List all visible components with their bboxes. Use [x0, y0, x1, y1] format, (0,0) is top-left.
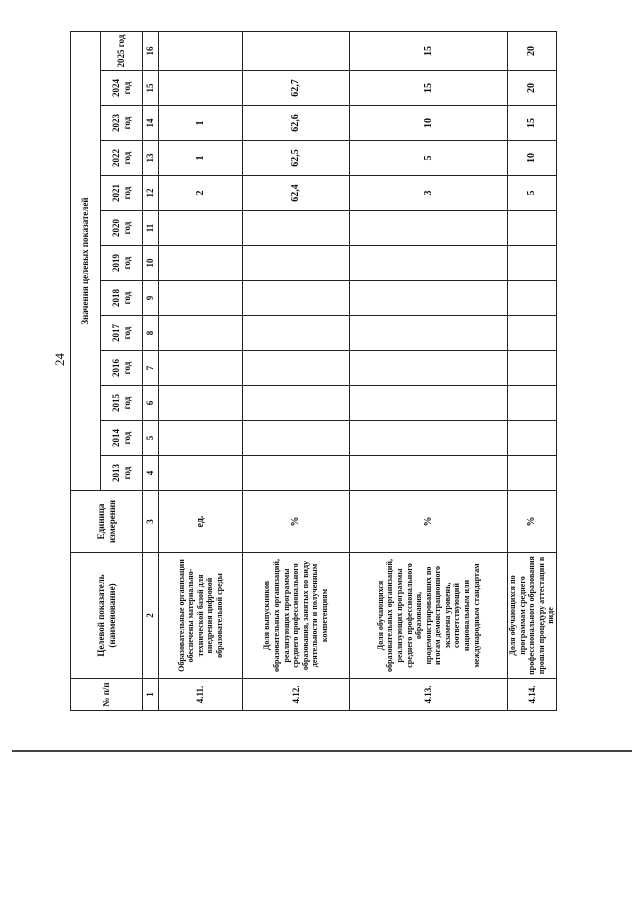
header-unit: Единица измерения [71, 491, 143, 553]
column-index: 14 [143, 106, 159, 141]
header-year: 2025 год [101, 32, 143, 71]
unit-cell: ед. [159, 491, 243, 553]
value-cell [243, 32, 350, 71]
value-cell [508, 351, 557, 386]
column-index: 4 [143, 456, 159, 491]
value-cell [243, 211, 350, 246]
value-cell: 62,7 [243, 71, 350, 106]
value-cell: 15 [350, 71, 508, 106]
header-year: 2013 год [101, 456, 143, 491]
header-year: 2017 год [101, 316, 143, 351]
value-cell [508, 421, 557, 456]
indicator-name: Образовательные организации обеспечены материально-технической базой для внедрения цифровой образовательной среды [159, 553, 243, 679]
value-cell [159, 456, 243, 491]
header-values-group: Значения целевых показателей [71, 32, 101, 491]
column-index: 7 [143, 351, 159, 386]
table-row [243, 32, 350, 711]
value-cell [159, 386, 243, 421]
indicator-name: Доля выпускников образовательных организаций, реализующих программы среднего профессионального образования, занятых по виду деятельности и полученным компетенциям [243, 553, 350, 679]
value-cell: 5 [508, 176, 557, 211]
column-index: 15 [143, 71, 159, 106]
value-cell [243, 246, 350, 281]
value-cell: 15 [508, 106, 557, 141]
column-index: 3 [143, 491, 159, 553]
row-number: 4.12. [243, 679, 350, 711]
header-year: 2024 год [101, 71, 143, 106]
value-cell [508, 456, 557, 491]
header-year: 2020 год [101, 211, 143, 246]
value-cell: 1 [159, 141, 243, 176]
value-cell [159, 421, 243, 456]
row-number: 4.13. [350, 679, 508, 711]
value-cell [243, 386, 350, 421]
row-number: 4.14. [508, 679, 557, 711]
indicator-name: Доля обучающихся образовательных организаций, реализующих программы среднего профессионального образования, продемонстрировавших по итогам демонстрационного экзамена уровень, соответствующий национальным или международным стандартам [350, 553, 508, 679]
header-year: 2014 год [101, 421, 143, 456]
value-cell: 10 [508, 141, 557, 176]
unit-cell: % [508, 491, 557, 553]
value-cell: 62,4 [243, 176, 350, 211]
value-cell [350, 211, 508, 246]
indicator-name: Доля обучающихся по программам среднего профессионального образования прошли процедуру аттестации в виде [508, 553, 557, 679]
value-cell [350, 281, 508, 316]
bottom-divider [12, 750, 632, 752]
value-cell: 10 [350, 106, 508, 141]
value-cell: 2 [159, 176, 243, 211]
value-cell [508, 246, 557, 281]
unit-cell: % [243, 491, 350, 553]
header-num: № п/п [71, 679, 143, 711]
header-year: 2021 год [101, 176, 143, 211]
value-cell [243, 281, 350, 316]
value-cell [508, 281, 557, 316]
column-index: 9 [143, 281, 159, 316]
value-cell [350, 351, 508, 386]
page-number: 24 [52, 353, 67, 366]
unit-cell: % [350, 491, 508, 553]
value-cell [243, 421, 350, 456]
indicator-table-wrapper [70, 31, 556, 711]
header-year: 2016 год [101, 351, 143, 386]
value-cell: 62,6 [243, 106, 350, 141]
value-cell [159, 351, 243, 386]
column-index: 6 [143, 386, 159, 421]
value-cell: 1 [159, 106, 243, 141]
row-number: 4.11. [159, 679, 243, 711]
value-cell: 20 [508, 32, 557, 71]
value-cell [159, 246, 243, 281]
indicator-table [70, 31, 557, 711]
value-cell [243, 351, 350, 386]
column-index: 11 [143, 211, 159, 246]
header-year: 2023 год [101, 106, 143, 141]
column-index: 12 [143, 176, 159, 211]
column-index: 5 [143, 421, 159, 456]
value-cell: 3 [350, 176, 508, 211]
value-cell [350, 316, 508, 351]
value-cell [350, 386, 508, 421]
value-cell [350, 246, 508, 281]
header-year: 2022 год [101, 141, 143, 176]
value-cell [350, 421, 508, 456]
value-cell: 62,5 [243, 141, 350, 176]
header-indicator: Целевой показатель (наименование) [71, 553, 143, 679]
value-cell [159, 211, 243, 246]
value-cell [159, 71, 243, 106]
value-cell [508, 316, 557, 351]
column-index: 13 [143, 141, 159, 176]
value-cell [243, 456, 350, 491]
value-cell: 15 [350, 32, 508, 71]
value-cell: 20 [508, 71, 557, 106]
table-row [159, 32, 243, 711]
header-year: 2018 год [101, 281, 143, 316]
value-cell: 5 [350, 141, 508, 176]
column-index: 16 [143, 32, 159, 71]
value-cell [243, 316, 350, 351]
table-row [350, 32, 508, 711]
value-cell [508, 211, 557, 246]
column-index: 2 [143, 553, 159, 679]
column-index: 8 [143, 316, 159, 351]
value-cell [350, 456, 508, 491]
table-row [508, 32, 557, 711]
value-cell [159, 281, 243, 316]
value-cell [508, 386, 557, 421]
column-index-row [143, 32, 159, 711]
header-year: 2019 год [101, 246, 143, 281]
value-cell [159, 32, 243, 71]
column-index: 1 [143, 679, 159, 711]
value-cell [159, 316, 243, 351]
header-year: 2015 год [101, 386, 143, 421]
column-index: 10 [143, 246, 159, 281]
